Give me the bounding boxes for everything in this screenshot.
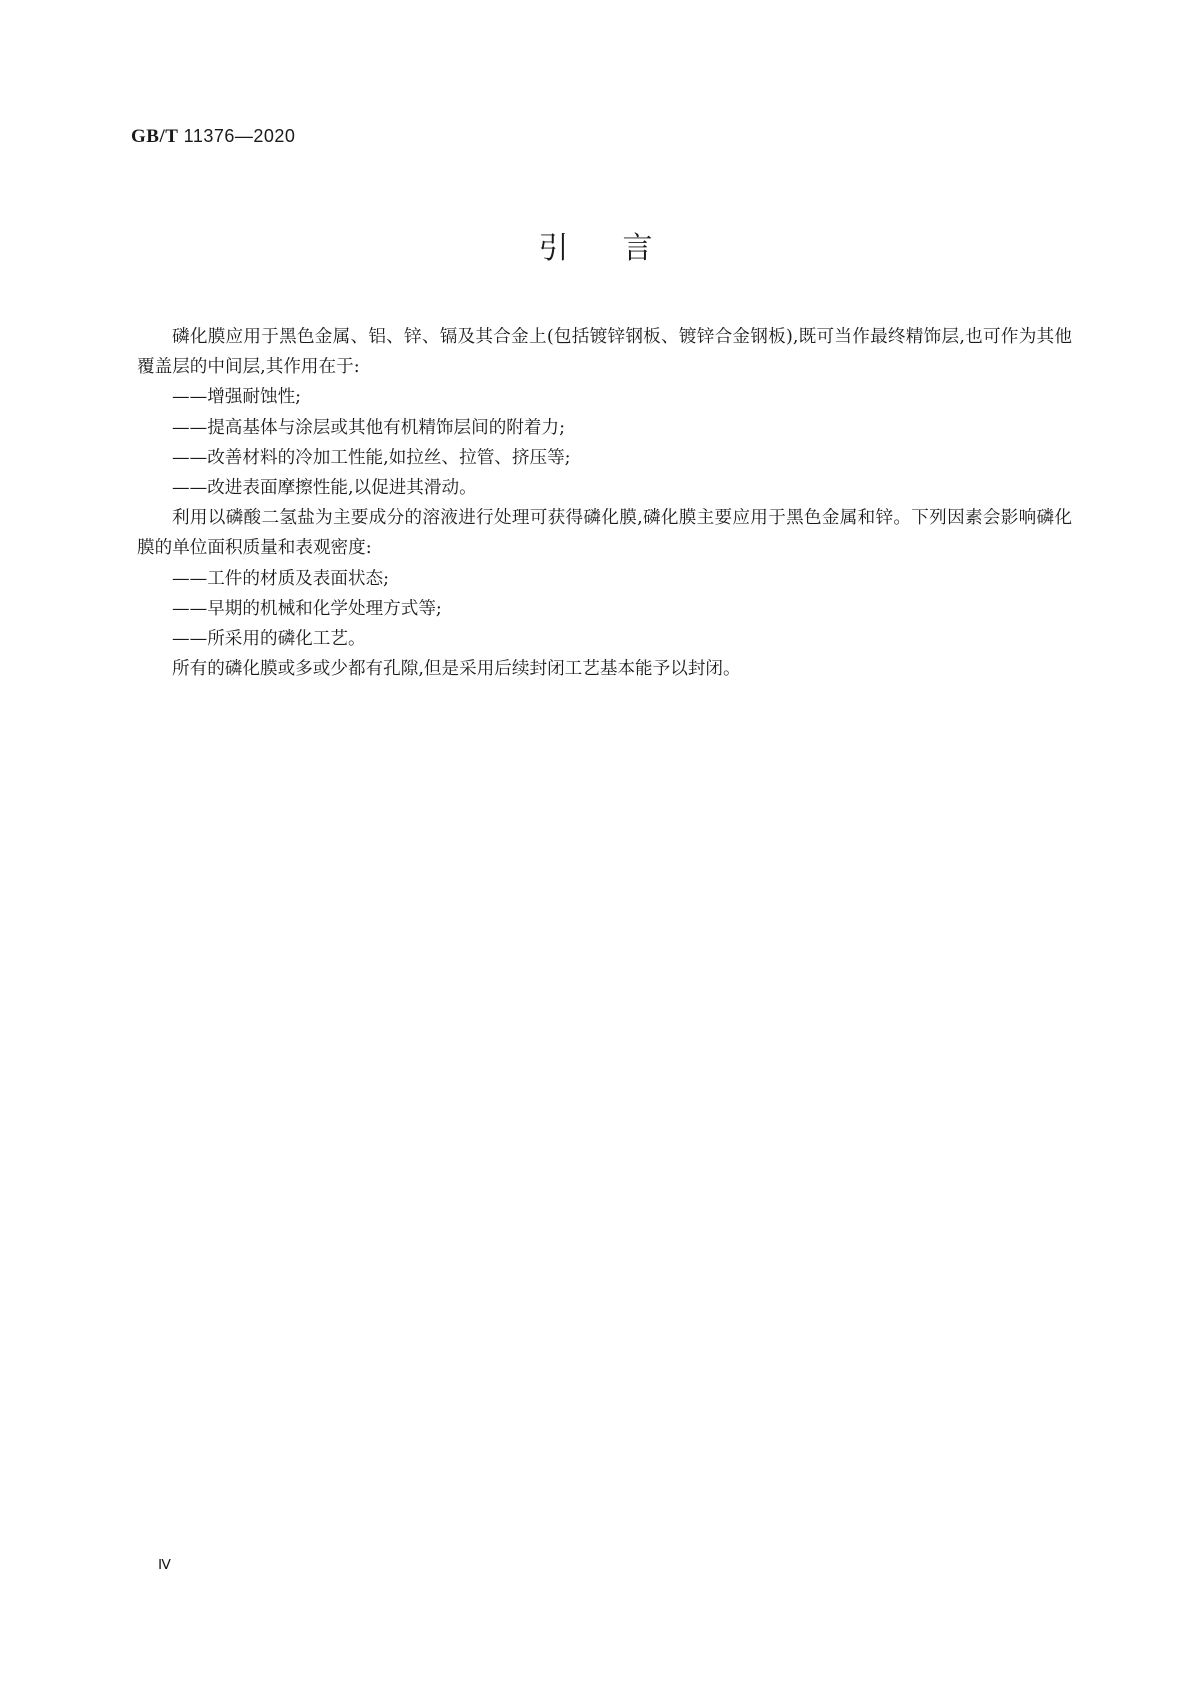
list-item: ——改进表面摩擦性能,以促进其滑动。: [172, 478, 477, 499]
list-item: ——改善材料的冷加工性能,如拉丝、拉管、挤压等;: [172, 447, 571, 468]
page-title: 引言: [538, 231, 707, 266]
list-item: ——增强耐蚀性;: [172, 387, 302, 408]
list-item: ——工件的材质及表面状态;: [172, 568, 390, 589]
list-item: ——提高基体与涂层或其他有机精饰层间的附着力;: [172, 417, 565, 438]
paragraph-applications: 磷化膜应用于黑色金属、铝、锌、镉及其合金上(包括镀锌钢板、镀锌合金钢板),既可当作最终精饰层,也可作为其他覆盖层的中间层,其作用在于:: [137, 327, 1072, 378]
standard-prefix: GB/T: [131, 126, 179, 147]
standard-code: [131, 126, 295, 148]
introduction-body: [137, 322, 1072, 684]
page-number: Ⅳ: [158, 1558, 171, 1573]
paragraph-porosity: 所有的磷化膜或多或少都有孔隙,但是采用后续封闭工艺基本能予以封闭。: [172, 659, 741, 680]
list-item: ——早期的机械和化学处理方式等;: [172, 598, 442, 619]
standard-number: 11376—2020: [183, 126, 296, 146]
list-item: ——所采用的磷化工艺。: [172, 629, 366, 650]
paragraph-process: 利用以磷酸二氢盐为主要成分的溶液进行处理可获得磷化膜,磷化膜主要应用于黑色金属和锌。下列因素会影响磷化膜的单位面积质量和表观密度:: [137, 508, 1072, 559]
